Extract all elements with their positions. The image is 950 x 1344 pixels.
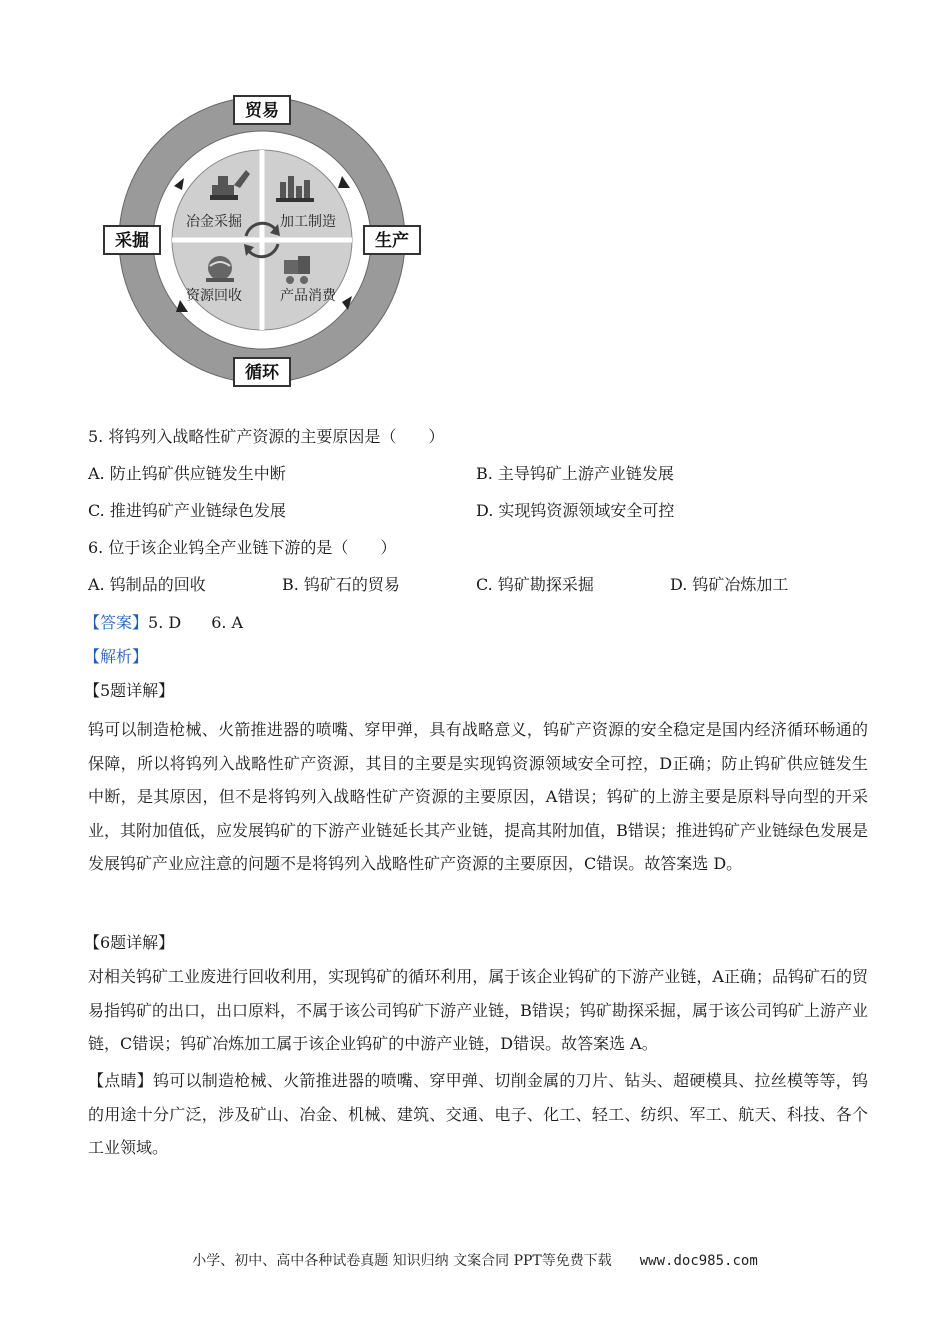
question-6-option-a: A. 钨制品的回收 bbox=[88, 575, 206, 594]
question-6-option-b: B. 钨矿石的贸易 bbox=[282, 575, 400, 594]
answer-line bbox=[84, 610, 243, 633]
answer-5: 5. D bbox=[148, 613, 182, 632]
quadrant-label: 产品消费 bbox=[280, 288, 336, 304]
answer-6: 6. A bbox=[211, 613, 244, 632]
question-5-stem: 5. 将钨列入战略性矿产资源的主要原因是（ ） bbox=[88, 427, 445, 446]
answer-tag: 【答案】 bbox=[84, 613, 149, 632]
outer-label-mining: 采掘 bbox=[115, 231, 149, 251]
dianjing-paragraph bbox=[88, 1064, 868, 1165]
detail-5-title: 【5题详解】 bbox=[84, 681, 175, 700]
outer-label-production: 生产 bbox=[375, 231, 409, 251]
footer-site-link[interactable]: www.doc985.com bbox=[639, 1253, 758, 1269]
arrow-marker-icon bbox=[174, 178, 184, 190]
analysis-tag: 【解析】 bbox=[84, 647, 149, 666]
outer-label-cycle: 循环 bbox=[245, 363, 279, 383]
page-footer bbox=[0, 1250, 950, 1270]
dianjing-text: 钨可以制造枪械、火箭推进器的喷嘴、穿甲弹、切削金属的刀片、钻头、超硬模具、拉丝模等等，钨的用途十分广泛，涉及矿山、冶金、机械、建筑、交通、电子、化工、轻工、纺织、军工、航天、科技、各个工业领域。 bbox=[88, 1071, 868, 1157]
quadrant-label: 冶金采掘 bbox=[186, 214, 242, 230]
question-5-option-b: B. 主导钨矿上游产业链发展 bbox=[476, 464, 674, 483]
detail-6-text: 对相关钨矿工业废进行回收利用，实现钨矿的循环利用，属于该企业钨矿的下游产业链，A正确；品钨矿石的贸易指钨矿的出口，出口原料，不属于该公司钨矿下游产业链，B错误；钨矿勘探采掘，属于该公司钨矿上游产业链，C错误；钨矿冶炼加工属于该企业钨矿的中游产业链，D错误。故答案选 A。 bbox=[88, 967, 868, 1053]
dianjing-tag: 【点睛】 bbox=[88, 1071, 154, 1090]
outer-label-trade: 贸易 bbox=[245, 101, 279, 121]
detail-6-title: 【6题详解】 bbox=[84, 933, 175, 952]
quadrant-label: 加工制造 bbox=[280, 214, 336, 230]
industry-chain-diagram bbox=[100, 90, 430, 400]
footer-text: 小学、初中、高中各种试卷真题 知识归纳 文案合同 PPT等免费下载 bbox=[192, 1253, 612, 1269]
detail-5-text: 钨可以制造枪械、火箭推进器的喷嘴、穿甲弹，具有战略意义，钨矿产资源的安全稳定是国内经济循环畅通的保障，所以将钨列入战略性矿产资源，其目的主要是实现钨资源领域安全可控，D正确；防止钨矿供应链发生中断，是其原因，但不是将钨列入战略性矿产资源的主要原因，A错误；钨矿的上游主要是原料导向型的开采业，其附加值低，应发展钨矿的下游产业链延长其产业链，提高其附加值，B错误；推进钨矿产业链绿色发展是发展钨矿产业应注意的问题不是将钨列入战略性矿产资源的主要原因，C错误。故答案选 D。 bbox=[88, 720, 868, 873]
question-6-option-c: C. 钨矿勘探采掘 bbox=[476, 575, 594, 594]
quadrant-label: 资源回收 bbox=[186, 288, 242, 304]
arrow-marker-icon bbox=[338, 176, 350, 188]
question-5-option-d: D. 实现钨资源领域安全可控 bbox=[476, 501, 675, 520]
question-5-option-c: C. 推进钨矿产业链绿色发展 bbox=[88, 501, 286, 520]
question-6-stem: 6. 位于该企业钨全产业链下游的是（ ） bbox=[88, 538, 397, 557]
question-6-option-d: D. 钨矿冶炼加工 bbox=[670, 575, 789, 594]
question-5-option-a: A. 防止钨矿供应链发生中断 bbox=[88, 464, 286, 483]
